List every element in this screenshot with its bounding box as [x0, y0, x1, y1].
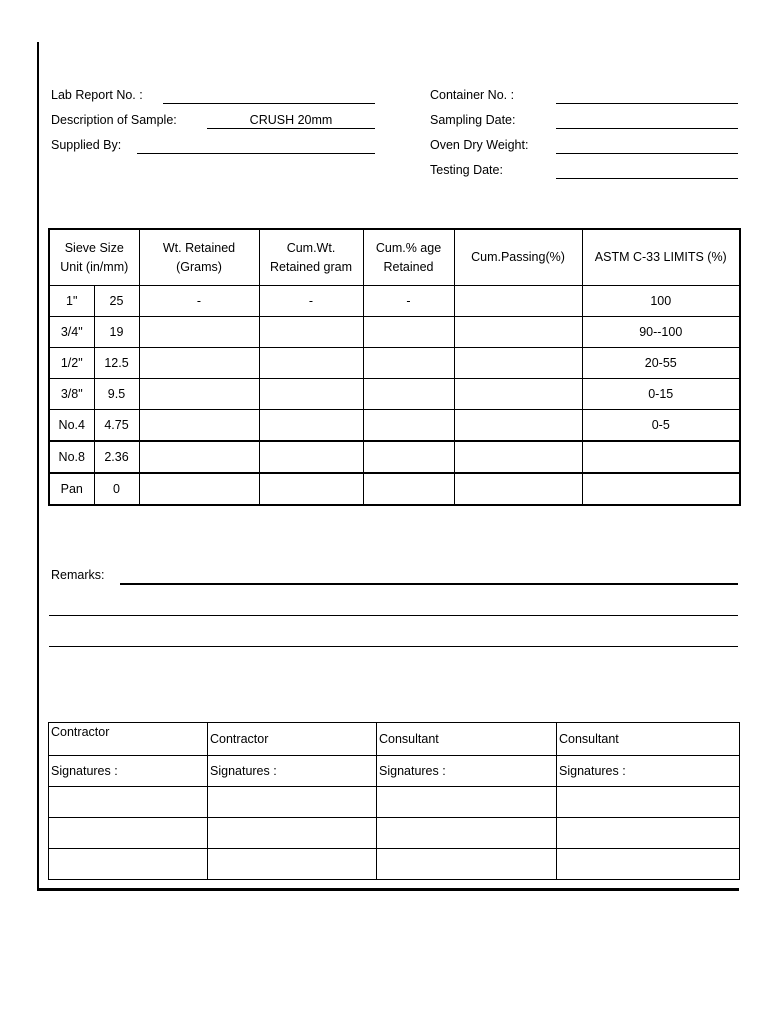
cell-passing[interactable] [454, 441, 582, 473]
header-cum-pct [363, 229, 454, 286]
description-field[interactable] [207, 128, 375, 129]
cell-mm: 19 [94, 317, 139, 348]
supplied-by-label: Supplied By: [51, 138, 122, 152]
cell-cumpct[interactable] [363, 410, 454, 442]
cell-mm: 25 [94, 286, 139, 317]
header-wt-line1: Wt. Retained [162, 240, 236, 255]
cell-limit: 100 [582, 286, 740, 317]
cell-wt[interactable] [139, 317, 259, 348]
cell-mm: 0 [94, 473, 139, 505]
sig-cell[interactable] [557, 787, 740, 818]
cell-inch: 3/8" [49, 379, 94, 410]
cell-cumpct[interactable] [363, 379, 454, 410]
cell-limit [582, 441, 740, 473]
cell-inch: 1" [49, 286, 94, 317]
frame-bottom-border [37, 888, 739, 891]
cell-cumwt[interactable] [259, 348, 363, 379]
cell-limit: 0-15 [582, 379, 740, 410]
sig-cell[interactable] [377, 849, 557, 880]
cell-cumpct[interactable] [363, 473, 454, 505]
sig-cell[interactable] [377, 787, 557, 818]
sig-label: Signatures : [208, 756, 377, 787]
sig-col-consultant-2: Consultant [557, 723, 740, 756]
testing-date-label: Testing Date: [430, 163, 503, 177]
cell-mm: 2.36 [94, 441, 139, 473]
sig-cell[interactable] [377, 818, 557, 849]
lab-report-label: Lab Report No. : [51, 88, 143, 102]
header-cum-wt [259, 229, 363, 286]
remarks-label: Remarks: [51, 568, 105, 582]
sig-blank-row [49, 787, 740, 818]
sig-cell[interactable] [49, 787, 208, 818]
sig-title-row [49, 723, 740, 756]
cell-passing[interactable] [454, 348, 582, 379]
table-row [49, 473, 740, 505]
table-row [49, 286, 740, 317]
header-cumpct-line2: Retained [383, 259, 434, 274]
container-label: Container No. : [430, 88, 515, 102]
sig-cell[interactable] [208, 787, 377, 818]
description-value: CRUSH 20mm [249, 113, 333, 127]
header-cumwt-line2: Retained gram [270, 259, 352, 274]
description-label: Description of Sample: [51, 113, 177, 127]
cell-mm: 4.75 [94, 410, 139, 442]
sig-label: Signatures : [557, 756, 740, 787]
sampling-date-field[interactable] [556, 128, 738, 129]
header-wt-line2: (Grams) [176, 259, 222, 274]
cell-inch: No.8 [49, 441, 94, 473]
cell-passing[interactable] [454, 317, 582, 348]
cell-cumpct[interactable]: - [363, 286, 454, 317]
cell-passing[interactable] [454, 473, 582, 505]
cell-passing[interactable] [454, 410, 582, 442]
header-cum-passing: Cum.Passing(%) [454, 229, 582, 286]
cell-inch: No.4 [49, 410, 94, 442]
sig-label: Signatures : [49, 756, 208, 787]
cell-inch: Pan [49, 473, 94, 505]
supplied-by-field[interactable] [137, 153, 375, 154]
sig-blank-row [49, 849, 740, 880]
cell-wt[interactable] [139, 410, 259, 442]
lab-report-field[interactable] [163, 103, 375, 104]
sig-blank-row [49, 818, 740, 849]
cell-cumpct[interactable] [363, 348, 454, 379]
cell-cumwt[interactable] [259, 473, 363, 505]
sig-label-row [49, 756, 740, 787]
header-sieve-size [49, 229, 139, 286]
cell-inch: 1/2" [49, 348, 94, 379]
cell-passing[interactable] [454, 286, 582, 317]
cell-wt[interactable] [139, 441, 259, 473]
header-sieve-line2: Unit (in/mm) [60, 259, 129, 274]
cell-wt[interactable] [139, 379, 259, 410]
sig-cell[interactable] [49, 818, 208, 849]
table-row [49, 348, 740, 379]
sampling-date-label: Sampling Date: [430, 113, 516, 127]
cell-cumwt[interactable] [259, 410, 363, 442]
header-astm-limits: ASTM C-33 LIMITS (%) [582, 229, 740, 286]
cell-limit: 0-5 [582, 410, 740, 442]
cell-limit [582, 473, 740, 505]
cell-cumwt[interactable] [259, 317, 363, 348]
table-row [49, 317, 740, 348]
sig-cell[interactable] [557, 849, 740, 880]
cell-wt[interactable] [139, 348, 259, 379]
cell-cumwt[interactable] [259, 441, 363, 473]
frame-left-border [37, 42, 39, 891]
header-cumwt-line1: Cum.Wt. [286, 240, 336, 255]
cell-cumwt[interactable]: - [259, 286, 363, 317]
oven-dry-field[interactable] [556, 153, 738, 154]
oven-dry-label: Oven Dry Weight: [430, 138, 529, 152]
cell-cumwt[interactable] [259, 379, 363, 410]
testing-date-field[interactable] [556, 178, 738, 179]
header-wt-retained [139, 229, 259, 286]
remarks-line-1[interactable] [120, 583, 738, 585]
sig-col-consultant-1: Consultant [377, 723, 557, 756]
cell-inch: 3/4" [49, 317, 94, 348]
sig-col-contractor-2: Contractor [208, 723, 377, 756]
cell-mm: 12.5 [94, 348, 139, 379]
cell-cumpct[interactable] [363, 317, 454, 348]
sig-cell[interactable] [49, 849, 208, 880]
header-cumpct-line1: Cum.% age [375, 240, 442, 255]
table-row [49, 441, 740, 473]
cell-limit: 90--100 [582, 317, 740, 348]
sig-cell[interactable] [557, 818, 740, 849]
cell-mm: 9.5 [94, 379, 139, 410]
cell-wt[interactable] [139, 473, 259, 505]
container-field[interactable] [556, 103, 738, 104]
cell-cumpct[interactable] [363, 441, 454, 473]
remarks-line-2[interactable] [49, 615, 738, 616]
header-sieve-line1: Sieve Size [64, 240, 124, 255]
sig-col-contractor-1: Contractor [49, 723, 208, 756]
cell-wt[interactable]: - [139, 286, 259, 317]
sig-cell[interactable] [208, 849, 377, 880]
remarks-line-3[interactable] [49, 646, 738, 647]
cell-passing[interactable] [454, 379, 582, 410]
sig-cell[interactable] [208, 818, 377, 849]
sieve-analysis-table [48, 228, 741, 506]
table-row [49, 410, 740, 442]
sig-label: Signatures : [377, 756, 557, 787]
table-row [49, 379, 740, 410]
signatures-table [48, 722, 740, 880]
table-header-row [49, 229, 740, 286]
cell-limit: 20-55 [582, 348, 740, 379]
